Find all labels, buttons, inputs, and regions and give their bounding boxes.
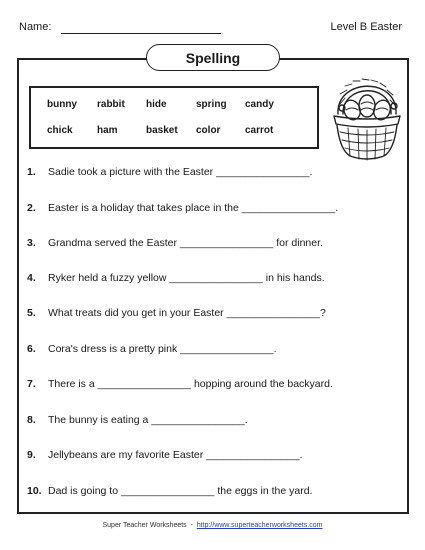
question-number: 9. xyxy=(27,449,36,461)
page-title: Spelling xyxy=(185,49,241,66)
question-text: Easter is a holiday that takes place in the ________________. xyxy=(48,202,339,214)
word-bank-item: hide xyxy=(146,99,167,110)
word-bank-item: chick xyxy=(47,125,73,136)
footer xyxy=(0,522,425,529)
word-bank-item: ham xyxy=(97,125,118,136)
question-text: Sadie took a picture with the Easter ________________. xyxy=(48,166,313,178)
question-text: The bunny is eating a ________________. xyxy=(48,414,248,426)
question-text: Grandma served the Easter ________________ for dinner. xyxy=(48,237,323,249)
question-number: 4. xyxy=(27,272,36,284)
question-number: 8. xyxy=(27,414,36,426)
footer-link[interactable]: http://www.superteacherworksheets.com xyxy=(196,522,323,529)
question-text: What treats did you get in your Easter ________________? xyxy=(48,307,326,319)
word-bank-item: color xyxy=(196,125,221,136)
question-number: 5. xyxy=(27,307,36,319)
name-label: Name: xyxy=(19,21,52,33)
question-text: Cora's dress is a pretty pink ________________. xyxy=(48,343,277,355)
word-bank-item: spring xyxy=(196,99,227,110)
title-banner xyxy=(146,44,280,71)
question-number: 2. xyxy=(27,202,36,214)
question-number: 10. xyxy=(27,485,42,497)
footer-separator: - xyxy=(190,522,193,529)
question-number: 6. xyxy=(27,343,36,355)
question-text: Dad is going to ________________ the eggs in the yard. xyxy=(48,485,313,497)
easter-basket-icon xyxy=(328,70,406,162)
footer-site-name: Super Teacher Worksheets xyxy=(102,522,187,529)
question-text: Jellybeans are my favorite Easter ________________. xyxy=(48,449,303,461)
question-text: Ryker held a fuzzy yellow ________________ in his hands. xyxy=(48,272,325,284)
question-text: There is a ________________ hopping around the backyard. xyxy=(48,378,333,390)
question-number: 3. xyxy=(27,237,36,249)
level-label: Level B Easter xyxy=(330,21,402,33)
word-bank xyxy=(29,86,319,149)
word-bank-item: carrot xyxy=(245,125,274,136)
question-number: 1. xyxy=(27,166,36,178)
word-bank-item: bunny xyxy=(47,99,77,110)
word-bank-item: rabbit xyxy=(97,99,125,110)
name-line[interactable] xyxy=(61,33,221,34)
question-number: 7. xyxy=(27,378,36,390)
word-bank-item: basket xyxy=(146,125,178,136)
word-bank-item: candy xyxy=(245,99,274,110)
